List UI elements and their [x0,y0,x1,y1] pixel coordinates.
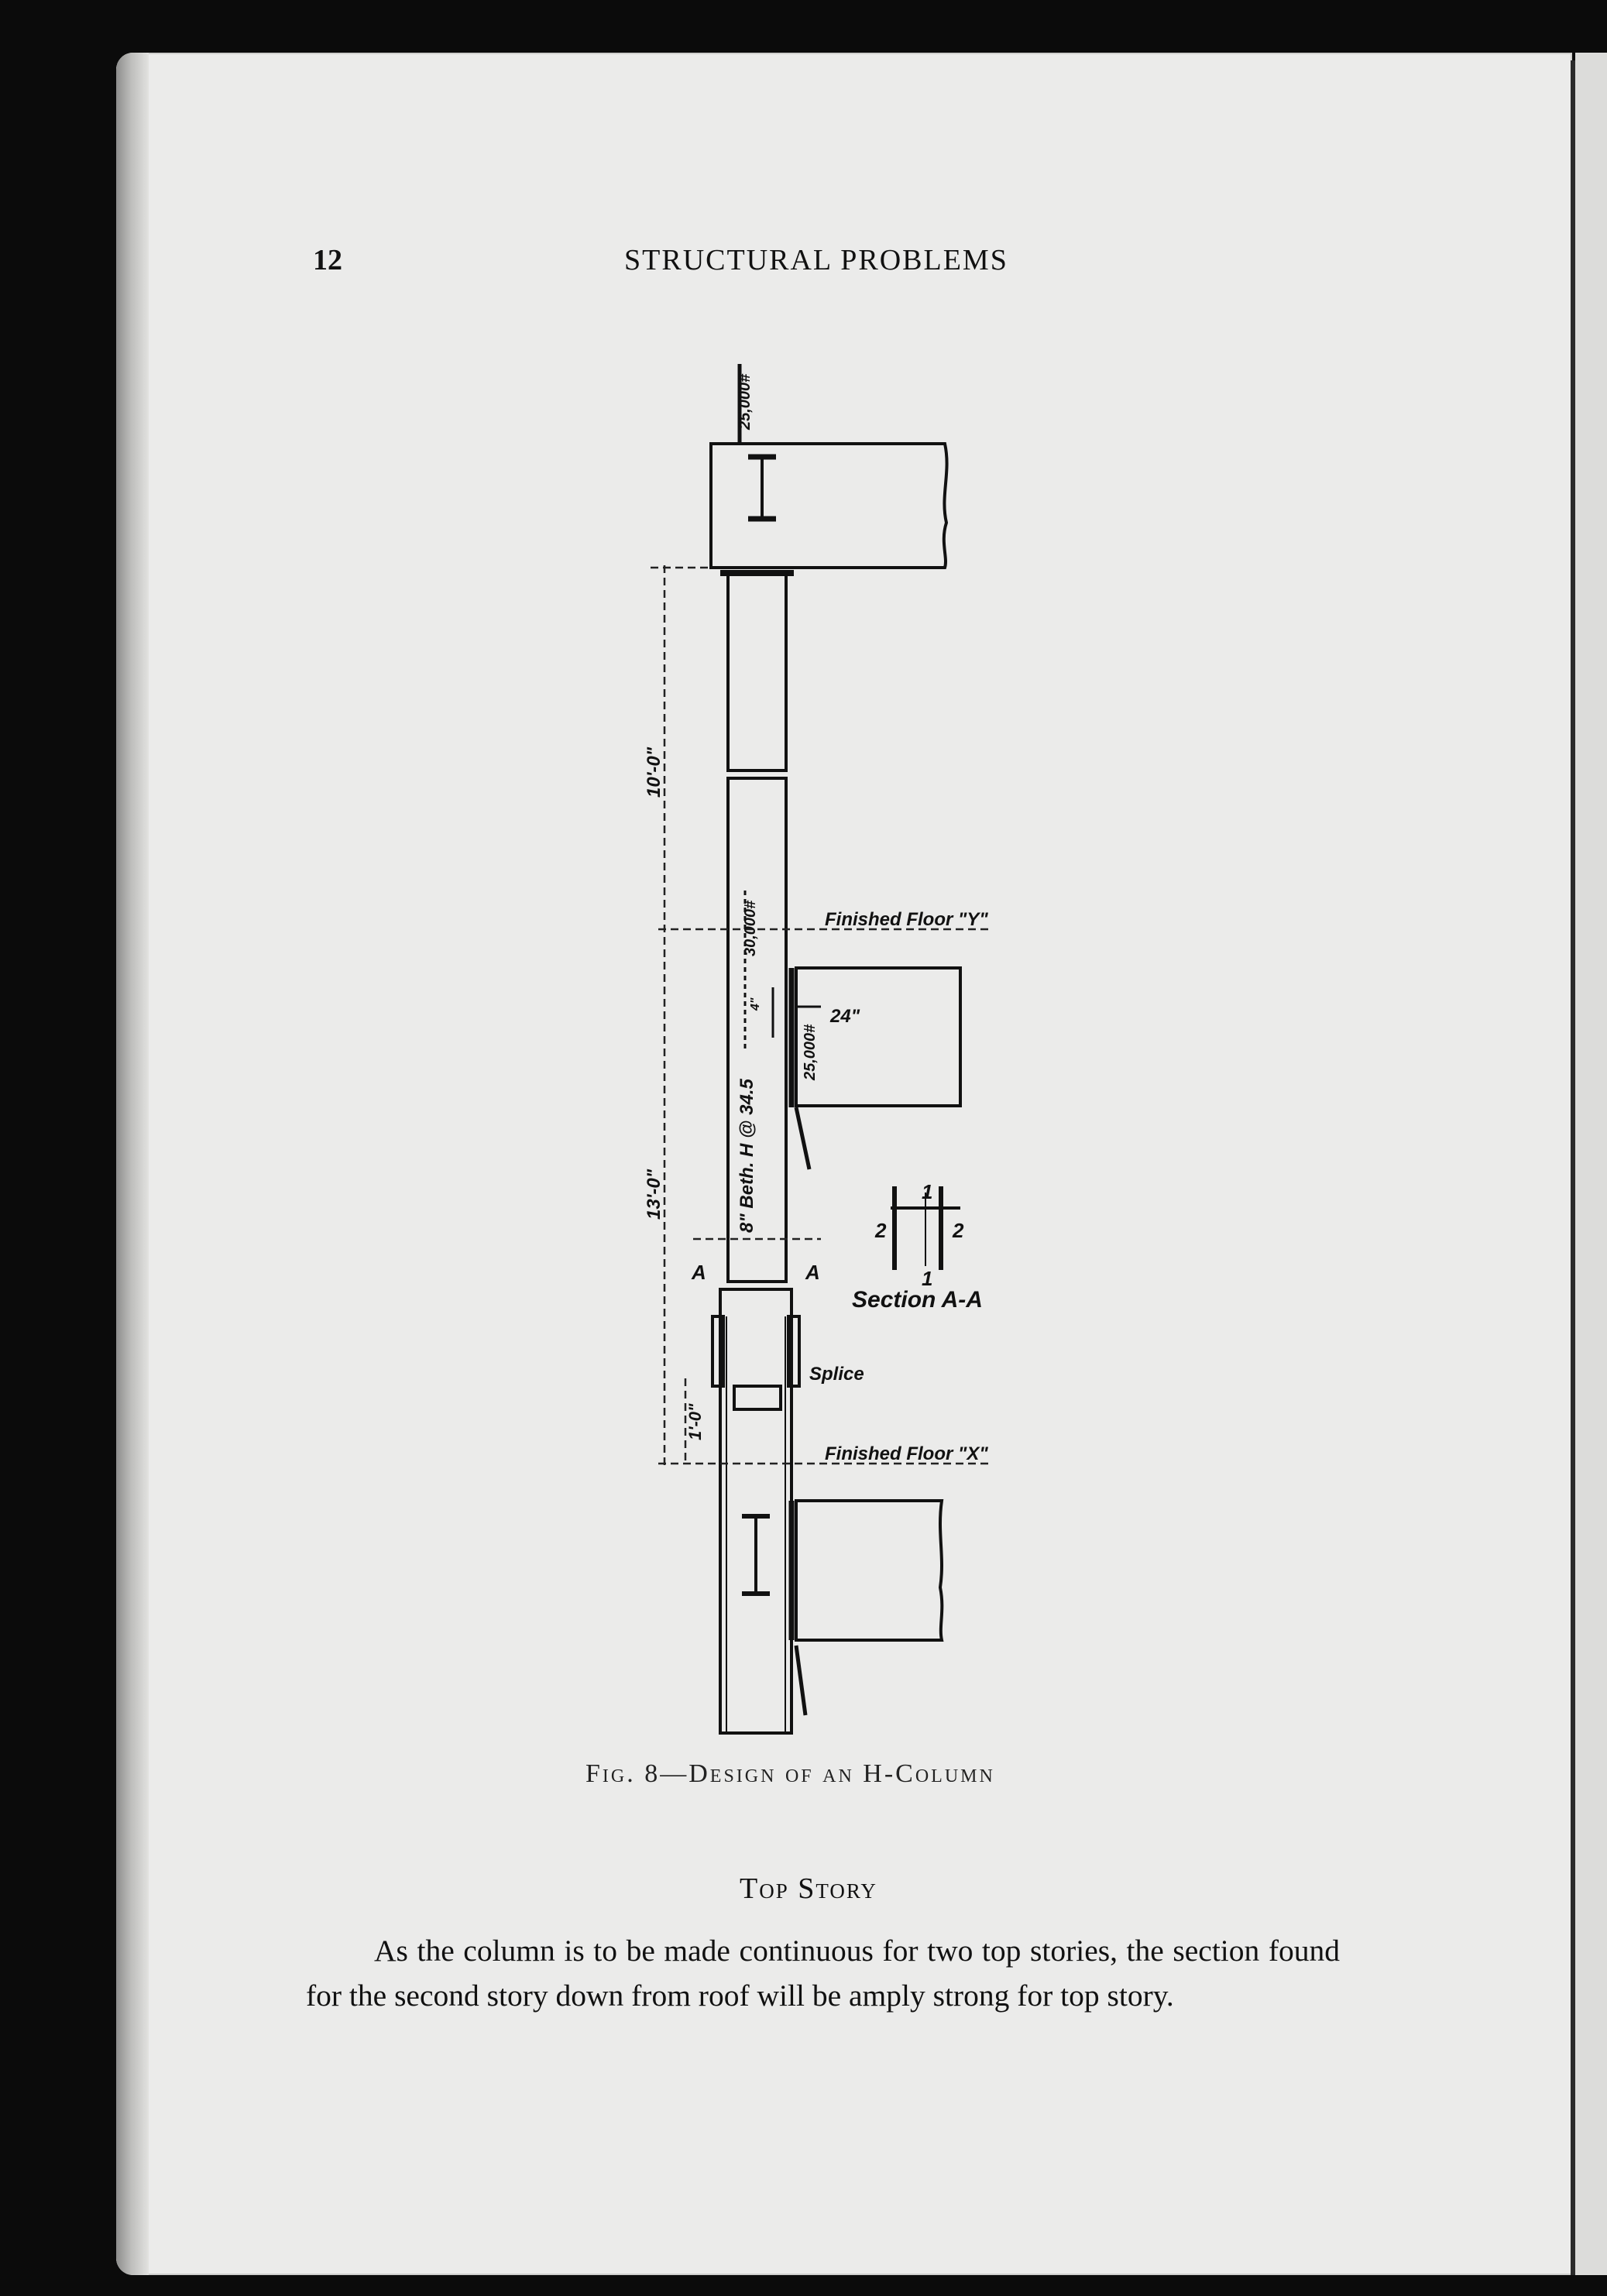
floor-x-label: Finished Floor "X" [825,1443,988,1464]
dim-splice-label: 1'-0" [685,1403,705,1440]
section-a-a-title: Section A-A [852,1287,983,1313]
axis-1-bottom: 1 [922,1267,933,1290]
middle-beam [796,968,960,1106]
ecc-small-label: 4" [749,997,762,1011]
top-beam [711,444,947,568]
splice-label: Splice [809,1364,864,1385]
section-mark-left: A [692,1261,706,1284]
running-title: STRUCTURAL PROBLEMS [624,244,1008,276]
figure-caption: Fig. 8—Design of an H-Column [585,1759,995,1788]
axis-2-left: 2 [875,1219,887,1242]
section-mark-right: A [805,1261,820,1284]
body-paragraph: As the column is to be made continuous for two top stories, the section found for the second story down from roof will be amply strong for top story. [306,1934,1340,2013]
floor-y-label: Finished Floor "Y" [825,909,988,930]
lower-beam [796,1501,942,1640]
dim-lower-label: 13'-0" [644,1169,664,1220]
eccentricity-24-label: 24" [830,1006,860,1027]
section-heading: Top Story [740,1872,877,1905]
column-lower [720,1289,791,1733]
axis-2-right: 2 [953,1219,964,1242]
axis-1-top: 1 [922,1180,933,1203]
load-y-label: 30,000# [742,900,759,956]
dim-upper-label: 10'-0" [644,746,664,798]
top-load-label: 25,000# [737,373,754,430]
column-size-label: 8" Beth. H @ 34.5 [737,1079,757,1233]
column-upper [728,573,786,770]
page-number: 12 [313,244,342,276]
load-y2-label: 25,000# [802,1024,819,1080]
